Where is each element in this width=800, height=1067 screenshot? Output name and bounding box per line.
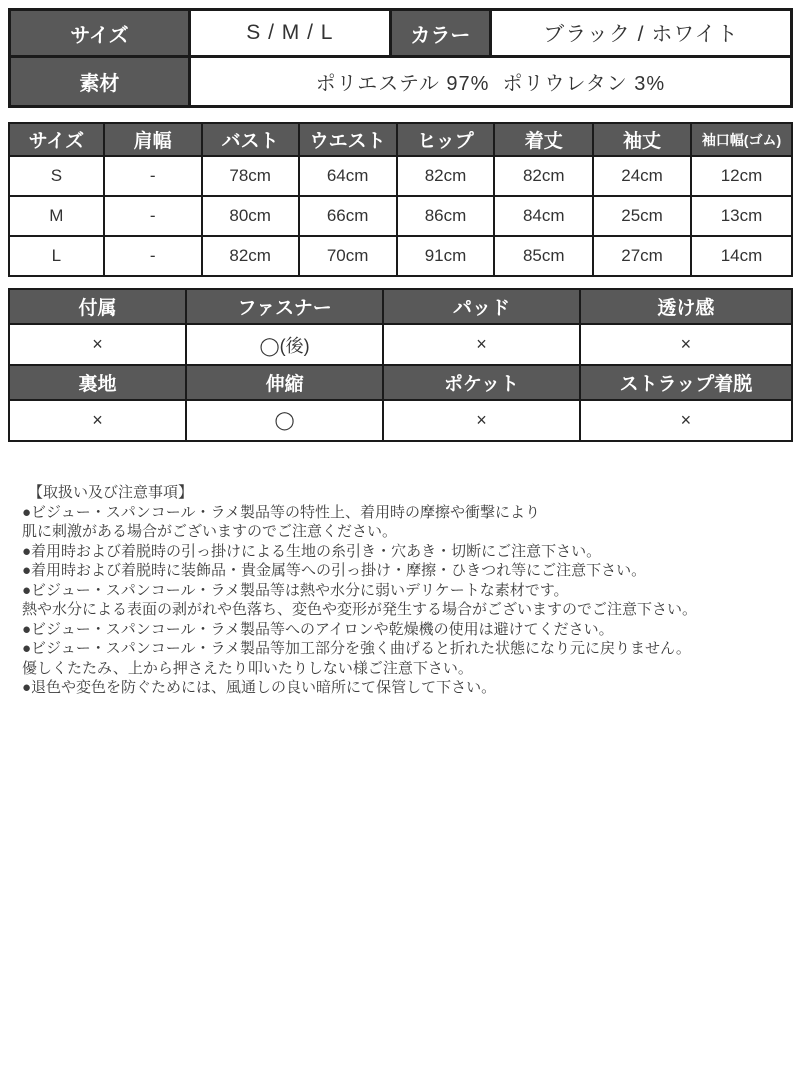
cell-m-length: 84cm xyxy=(494,196,593,236)
care-note-line: 肌に刺激がある場合がございますのでご注意ください。 xyxy=(22,523,398,540)
feature-header-sheerness: 透け感 xyxy=(580,289,792,324)
measurements-header-row xyxy=(9,123,792,156)
feature-value-pad: × xyxy=(383,324,580,365)
cell-s-length: 82cm xyxy=(494,156,593,196)
cell-l-bust: 82cm xyxy=(202,236,299,276)
feature-header-lining: 裏地 xyxy=(9,365,186,400)
measurements-table xyxy=(8,122,793,277)
feature-header-stretch: 伸縮 xyxy=(186,365,383,400)
feature-value-sheerness: × xyxy=(580,324,792,365)
material-label: 素材 xyxy=(10,57,190,107)
spec-row-size-color xyxy=(10,10,792,57)
size-label: サイズ xyxy=(10,10,190,57)
features-value-row-2 xyxy=(9,400,792,441)
col-header-waist: ウエスト xyxy=(299,123,397,156)
care-note-line: ●ビジュー・スパンコール・ラメ製品等へのアイロンや乾燥機の使用は避けてください。 xyxy=(22,620,614,638)
cell-l-sleeve: 27cm xyxy=(593,236,691,276)
table-row-size-m xyxy=(9,196,792,236)
color-label: カラー xyxy=(390,10,490,57)
care-note-line: ●着用時および着脱時に装飾品・貴金属等への引っ掛け・摩擦・ひきつれ等にご注意下さい。 xyxy=(22,562,647,579)
feature-header-fastener: ファスナー xyxy=(186,289,383,324)
col-header-hip: ヒップ xyxy=(397,123,495,156)
material-value: ポリエステル 97% ポリウレタン 3% xyxy=(189,57,791,107)
cell-l-waist: 70cm xyxy=(299,236,397,276)
cell-m-cuff: 13cm xyxy=(691,196,792,236)
table-row-size-l xyxy=(9,236,792,276)
cell-m-shoulder: - xyxy=(104,196,202,236)
feature-value-pocket: × xyxy=(383,400,580,441)
feature-header-pocket: ポケット xyxy=(383,365,580,400)
cell-m-bust: 80cm xyxy=(202,196,299,236)
table-row-size-s xyxy=(9,156,792,196)
col-header-shoulder: 肩幅 xyxy=(104,123,202,156)
spec-table xyxy=(8,8,793,108)
care-notes xyxy=(22,483,787,698)
cell-m-waist: 66cm xyxy=(299,196,397,236)
feature-value-fastener: ◯(後) xyxy=(186,324,383,365)
spec-row-material xyxy=(10,57,792,107)
cell-l-length: 85cm xyxy=(494,236,593,276)
cell-s-waist: 64cm xyxy=(299,156,397,196)
cell-l-hip: 91cm xyxy=(397,236,495,276)
feature-value-stretch: ◯ xyxy=(186,400,383,441)
features-value-row-1 xyxy=(9,324,792,365)
col-header-cuff: 袖口幅(ゴム) xyxy=(691,123,792,156)
cell-l-cuff: 14cm xyxy=(691,236,792,276)
cell-s-hip: 82cm xyxy=(397,156,495,196)
care-note-line: ●ビジュー・スパンコール・ラメ製品等の特性上、着用時の摩擦や衝撃により xyxy=(22,503,541,521)
care-notes-title: 【取扱い及び注意事項】 xyxy=(28,484,194,501)
features-table xyxy=(8,288,793,442)
feature-value-strap: × xyxy=(580,400,792,441)
cell-m-hip: 86cm xyxy=(397,196,495,236)
size-value: S / M / L xyxy=(189,10,390,57)
feature-value-accessory: × xyxy=(9,324,186,365)
cell-m-sleeve: 25cm xyxy=(593,196,691,236)
cell-s-cuff: 12cm xyxy=(691,156,792,196)
cell-m-size: M xyxy=(9,196,104,236)
cell-l-size: L xyxy=(9,236,104,276)
col-header-size: サイズ xyxy=(9,123,104,156)
col-header-bust: バスト xyxy=(202,123,299,156)
care-note-line: 熱や水分による表面の剥がれや色落ち、変色や変形が発生する場合がございますのでご注意下さい。 xyxy=(22,601,698,618)
cell-s-bust: 78cm xyxy=(202,156,299,196)
feature-value-lining: × xyxy=(9,400,186,441)
feature-header-pad: パッド xyxy=(383,289,580,324)
cell-l-shoulder: - xyxy=(104,236,202,276)
features-header-row-2 xyxy=(9,365,792,400)
care-note-line: ●退色や変色を防ぐためには、風通しの良い暗所にて保管して下さい。 xyxy=(22,679,497,696)
care-note-line: 優しくたたみ、上から押さえたり叩いたりしない様ご注意下さい。 xyxy=(22,659,473,677)
care-note-line: ●ビジュー・スパンコール・ラメ製品等加工部分を強く曲げると折れた状態になり元に戻りません。 xyxy=(22,640,691,657)
care-note-line: ●着用時および着脱時の引っ掛けによる生地の糸引き・穴あき・切断にご注意下さい。 xyxy=(22,542,602,560)
col-header-sleeve: 袖丈 xyxy=(593,123,691,156)
features-header-row-1 xyxy=(9,289,792,324)
cell-s-sleeve: 24cm xyxy=(593,156,691,196)
col-header-length: 着丈 xyxy=(494,123,593,156)
cell-s-shoulder: - xyxy=(104,156,202,196)
color-value: ブラック / ホワイト xyxy=(490,10,791,57)
feature-header-accessory: 付属 xyxy=(9,289,186,324)
cell-s-size: S xyxy=(9,156,104,196)
care-note-line: ●ビジュー・スパンコール・ラメ製品等は熱や水分に弱いデリケートな素材です。 xyxy=(22,581,569,599)
feature-header-strap: ストラップ着脱 xyxy=(580,365,792,400)
